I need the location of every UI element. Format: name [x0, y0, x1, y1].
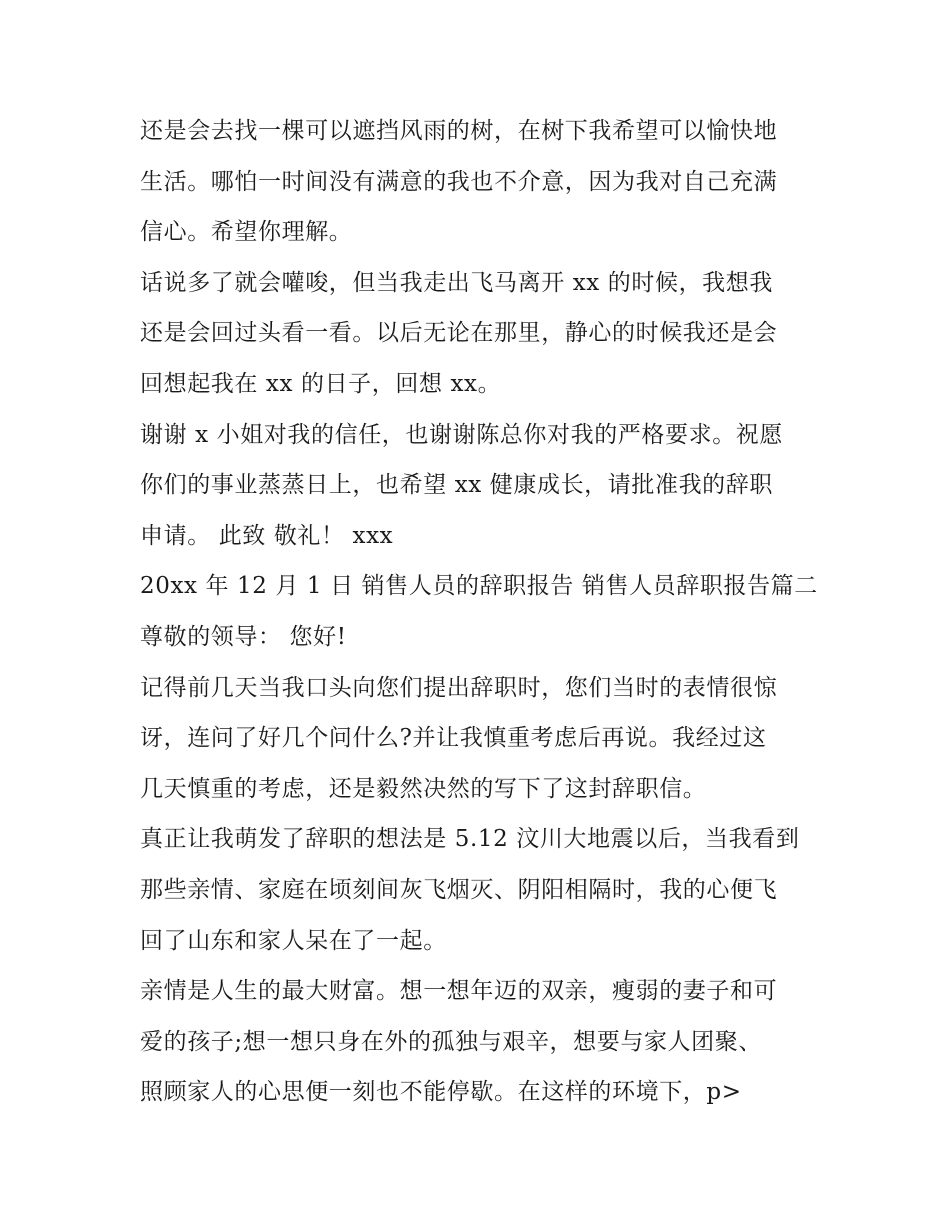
- text-line: 回了山东和家人呆在了一起。: [140, 927, 447, 954]
- text-line: 生活。哪怕一时间没有满意的我也不介意，因为我对自己充满: [140, 168, 778, 195]
- text-line: 你们的事业蒸蒸日上，也希望 xx 健康成长，请批准我的辞职: [140, 472, 773, 499]
- text-line: 还是会回过头看一看。以后无论在那里，静心的时候我还是会: [140, 320, 778, 347]
- text-line: 回想起我在 xx 的日子，回想 xx。: [140, 370, 502, 397]
- text-line: 那些亲情、家庭在顷刻间灰飞烟灭、阴阳相隔时，我的心便飞: [140, 876, 778, 903]
- text-line: 20xx 年 12 月 1 日 销售人员的辞职报告 销售人员辞职报告篇二: [140, 573, 818, 600]
- text-line: 谢谢 x 小姐对我的信任，也谢谢陈总你对我的严格要求。祝愿: [140, 421, 783, 448]
- text-line: 尊敬的领导： 您好!: [140, 623, 347, 650]
- text-line: 信心。希望你理解。: [140, 219, 353, 246]
- text-line: 真正让我萌发了辞职的想法是 5.12 汶川大地震以后，当我看到: [140, 826, 800, 853]
- text-line: 照顾家人的心思便一刻也不能停歇。在这样的环境下，p>: [140, 1079, 742, 1106]
- document-body: [140, 106, 820, 1118]
- text-line: 讶，连问了好几个问什么?并让我慎重考虑后再说。我经过这: [140, 725, 767, 752]
- text-line: 还是会去找一棵可以遮挡风雨的树，在树下我希望可以愉快地: [140, 118, 778, 144]
- text-line: 记得前几天当我口头向您们提出辞职时，您们当时的表情很惊: [140, 674, 778, 701]
- text-line: 亲情是人生的最大财富。想一想年迈的双亲，瘦弱的妻子和可: [140, 978, 778, 1005]
- text-line: 爱的孩子;想一想只身在外的孤独与艰辛，想要与家人团聚、: [140, 1028, 762, 1055]
- text-line: 申请。 此致 敬礼！ xxx: [140, 522, 394, 549]
- text-line: 话说多了就会嚾唆，但当我走出飞马离开 xx 的时候，我想我: [140, 269, 773, 296]
- text-line: 几天慎重的考虑，还是毅然决然的写下了这封辞职信。: [140, 775, 707, 802]
